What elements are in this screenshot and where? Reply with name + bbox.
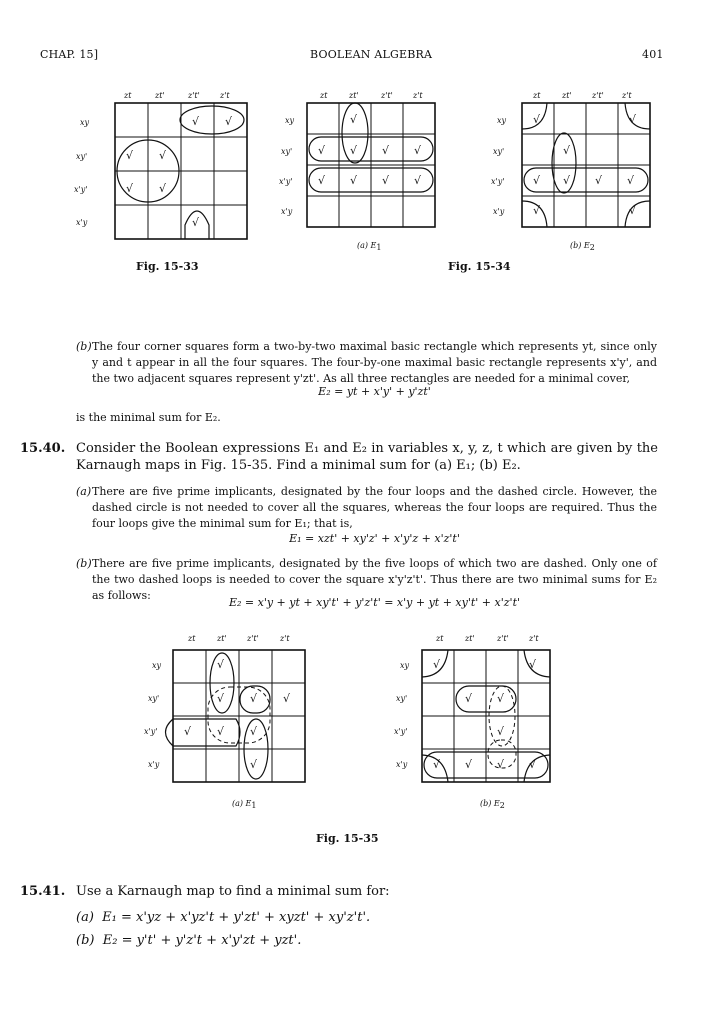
solution-b-text: (b) The four corner squares form a two-by-two maximal basic rectangle which represents yt, since only y and t appear in all the four squares. The four-by-one maximal basic rectangle represents x'y', and the two adjacent squares represent y'zt'. As all three rectangles are needed for a minimal cover,: [76, 340, 657, 385]
col-label: zt: [320, 91, 328, 100]
item-tag: (b): [76, 933, 95, 948]
check-mark: √: [283, 692, 291, 705]
check-mark: √: [465, 692, 473, 705]
row-label: x'y': [144, 727, 158, 736]
row-label: xy': [76, 152, 88, 161]
check-mark: √: [126, 149, 134, 162]
map-label: (a) E1: [357, 241, 382, 252]
item-tag: (a): [76, 910, 94, 925]
equation: E₂ = x'y + yt + xy't' + y'z't' = x'y + yt + xy't' + x'z't': [228, 596, 521, 609]
col-label: zt': [217, 634, 227, 643]
check-mark: √: [497, 758, 505, 771]
check-mark: √: [382, 174, 390, 187]
kmap-grid: [173, 650, 305, 782]
col-label: z't: [622, 91, 632, 100]
col-label: z't': [247, 634, 259, 643]
equation: E₁ = x'yz + x'yz't + y'zt' + xyzt' + xy'z't'.: [102, 910, 371, 925]
check-mark: √: [629, 204, 637, 217]
col-label: z't': [497, 634, 509, 643]
check-mark: √: [217, 692, 225, 705]
chapter-label: CHAP. 15]: [40, 48, 99, 61]
figure-caption: Fig. 15-34: [448, 260, 511, 273]
equation: E₁ = xzt' + xy'z' + x'y'z + x'z't': [289, 532, 460, 545]
check-mark: √: [350, 174, 358, 187]
check-mark: √: [533, 174, 541, 187]
check-mark: √: [159, 182, 167, 195]
col-label: z't': [381, 91, 393, 100]
kmap-fig-15-34a: [275, 85, 455, 259]
equation: E₂ = y't' + y'z't + x'y'zt + yzt'.: [102, 933, 302, 948]
col-label: z't: [413, 91, 423, 100]
check-mark: √: [595, 174, 603, 187]
check-mark: √: [217, 725, 225, 738]
problem-number: 15.40.: [20, 441, 66, 456]
row-label: x'y: [396, 760, 408, 769]
col-labels: [123, 91, 230, 100]
row-label: xy': [281, 147, 293, 156]
problem-15-40-a: (a) There are five prime implicants, designated by the four loops and the dashed circle. However, the dashed circle is not needed to cover all the squares, whereas the four loops are required. Thus the four loops give the minimal sum for E₁; that is,: [76, 485, 657, 530]
problem-15-41-a: [76, 910, 370, 925]
check-mark: √: [159, 149, 167, 162]
kmap-grid: [307, 103, 435, 227]
row-label: x'y: [493, 207, 505, 216]
col-label: zt: [124, 91, 132, 100]
problem-15-41: 15.41. Use a Karnaugh map to find a minimal sum for:: [20, 884, 390, 899]
check-mark: √: [250, 758, 258, 771]
map-label: (b) E2: [570, 241, 595, 252]
check-mark: √: [529, 658, 537, 671]
map-label: (a) E1: [232, 799, 257, 810]
row-label: xy: [285, 116, 295, 125]
check-mark: √: [563, 144, 571, 157]
solution-b-conclusion: is the minimal sum for E₂.: [76, 411, 221, 424]
kmap-fig-15-35a: [140, 628, 320, 817]
check-mark: √: [250, 725, 258, 738]
row-label: x'y: [281, 207, 293, 216]
col-label: zt': [349, 91, 359, 100]
check-mark: √: [533, 113, 541, 126]
col-label: zt: [188, 634, 196, 643]
problem-15-41-b: [76, 933, 301, 948]
check-mark: √: [563, 174, 571, 187]
col-label: z't': [188, 91, 200, 100]
row-label: x'y': [74, 185, 88, 194]
row-label: x'y': [279, 177, 293, 186]
check-mark: √: [126, 182, 134, 195]
check-mark: √: [318, 144, 326, 157]
check-mark: √: [192, 115, 200, 128]
check-mark: √: [192, 216, 200, 229]
kmap-fig-15-35b: [390, 628, 570, 817]
row-label: xy': [148, 694, 160, 703]
col-label: z't: [220, 91, 230, 100]
item-tag: (b): [76, 340, 92, 353]
map-label: (b) E2: [480, 799, 505, 810]
figure-caption: Fig. 15-33: [136, 260, 199, 273]
col-label: zt: [533, 91, 541, 100]
item-tag: (b): [76, 557, 92, 570]
check-mark: √: [318, 174, 326, 187]
check-mark: √: [184, 725, 192, 738]
col-label: z't: [280, 634, 290, 643]
check-mark: √: [497, 692, 505, 705]
check-mark: √: [433, 758, 441, 771]
check-mark: √: [217, 658, 225, 671]
item-tag: (a): [76, 485, 92, 498]
col-label: zt': [155, 91, 165, 100]
check-mark: √: [627, 174, 635, 187]
row-label: xy: [400, 661, 410, 670]
check-mark: √: [533, 204, 541, 217]
check-mark: √: [350, 144, 358, 157]
check-mark: √: [629, 113, 637, 126]
problem-15-40: 15.40. Consider the Boolean expressions E₁ and E₂ in variables x, y, z, t which are given by the Karnaugh maps in Fig. 15-35. Find a minimal sum for (a) E₁; (b) E₂.: [20, 441, 658, 473]
kmap-fig-15-33: [40, 85, 260, 249]
check-mark: √: [433, 658, 441, 671]
col-label: zt': [562, 91, 572, 100]
row-label: xy': [493, 147, 505, 156]
row-label: x'y: [148, 760, 160, 769]
check-mark: √: [529, 758, 537, 771]
check-mark: √: [497, 725, 505, 738]
row-label: xy: [80, 118, 90, 127]
check-mark: √: [350, 113, 358, 126]
col-label: zt: [436, 634, 444, 643]
problem-15-40-b: (b) There are five prime implicants, designated by the five loops of which two are dashed. Only one of the two dashed loops is needed to cover the square x'y'z't'. Thus there are two minimal sums for E₂ as follows:: [76, 557, 657, 602]
check-mark: √: [414, 144, 422, 157]
check-mark: √: [414, 174, 422, 187]
row-label: xy: [497, 116, 507, 125]
row-labels: [74, 118, 90, 227]
col-label: z't': [592, 91, 604, 100]
check-mark: √: [465, 758, 473, 771]
equation: E₂ = yt + x'y' + y'zt': [318, 385, 431, 398]
col-label: zt': [465, 634, 475, 643]
figure-caption: Fig. 15-35: [316, 832, 379, 845]
row-label: x'y': [394, 727, 408, 736]
problem-number: 15.41.: [20, 884, 66, 899]
check-mark: √: [250, 692, 258, 705]
col-label: z't: [529, 634, 539, 643]
row-label: x'y: [76, 218, 88, 227]
kmap-fig-15-34b: [475, 85, 665, 259]
row-label: x'y': [491, 177, 505, 186]
running-title: BOOLEAN ALGEBRA: [310, 48, 433, 61]
check-mark: √: [225, 115, 233, 128]
row-label: xy: [152, 661, 162, 670]
page-number: 401: [642, 48, 664, 61]
check-mark: √: [382, 144, 390, 157]
row-label: xy': [396, 694, 408, 703]
